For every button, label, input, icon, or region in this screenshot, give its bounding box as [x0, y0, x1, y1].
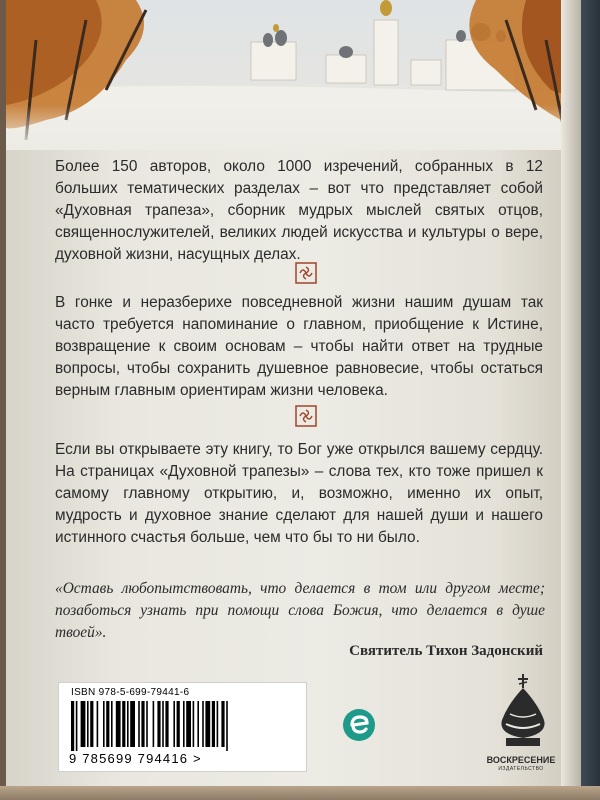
epigraph-quote: «Оставь любопытствовать, что делается в том или другом месте; позаботься узнать при помощи слова Божия, что делается в душе твоей». [55, 580, 545, 641]
cover-illustration [6, 0, 581, 150]
publisher-subtitle: ИЗДАТЕЛЬСТВО [498, 766, 544, 772]
publisher-name: ВОСКРЕСЕНИЕ [486, 755, 556, 765]
description-paragraph-1: Более 150 авторов, около 1000 изречений, собранных в 12 больших тематических разделах – вот что представляет собой «Духовная трапеза», сборник мудрых мыслей святых отцов, священнослужителей, великих людей искусства и культуры о вере, духовной жизни, насущных делах. [55, 158, 543, 263]
ornament-icon [295, 262, 317, 284]
description-paragraph-2: В гонке и неразберихе повседневной жизни нашим душам так часто требуется напоминание о главном, приобщение к Истине, возвращение к своим основам – чтобы найти ответ на трудные вопросы, чтобы сохранить душевное равновесие, чтобы остаться верным главным ориентирам жизни человека. [55, 294, 543, 399]
cover-edge-shadow [561, 0, 581, 800]
isbn-number: ISBN 978-5-699-79441-6 [71, 687, 190, 698]
barcode-digits: 9 785699 794416 > [69, 751, 202, 766]
church-dome-logo-icon [488, 674, 558, 756]
description-paragraph-3: Если вы открываете эту книгу, то Бог уже открылся вашему сердцу. На страницах «Духовной трапезы» – слова тех, кто тоже пришел к самому главному открытию, и, возможно, именно их опыт, мудрость и духовное знание сделают для нашей души и нашего истинного счастья больше, чем что бы то ни было. [55, 441, 543, 546]
background-edge [581, 0, 600, 800]
quote-author: Святитель Тихон Задонский [349, 643, 543, 659]
barcode-label [58, 682, 307, 772]
table-surface [0, 786, 600, 800]
ornament-icon [295, 405, 317, 427]
eksmo-logo-icon [342, 708, 376, 742]
book-back-cover [6, 0, 581, 800]
barcode-icon [71, 701, 293, 751]
